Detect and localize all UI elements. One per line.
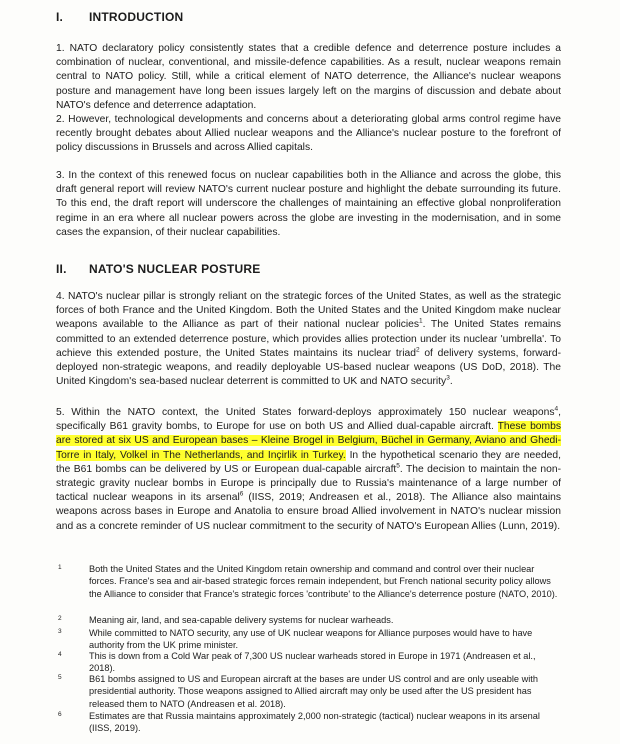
footnote-1 xyxy=(58,563,561,600)
paragraph-4-text-a: 4. NATO's nuclear pillar is strongly reliant on the strategic forces of the United States, as well as the strategic forces of both France and the United Kingdom. Both the United States and the United Kingdom make nuclear weapons available to the Alliance as part of their national nuclear policies xyxy=(56,291,561,331)
paragraph-5-text-d: . The decision to maintain the non-strategic gravity nuclear bombs in Europe is principally due to Russia's maintenance of a large number of tactical nuclear weapons in its arsenal xyxy=(56,463,561,504)
paragraph-3: 3. In the context of this renewed focus on nuclear capabilities both in the Alliance and across the globe, this draft general report will review NATO's current nuclear posture and highlight the debate surrounding its future. To this end, the draft report will underscore the challenges of maintaining an effective global nonproliferation regime in an era where all nuclear powers across the globe are investing in the modernisation, and in some cases the expansion, of their nuclear capabilities. xyxy=(56,170,561,238)
footnote-ref-5[interactable]: 5 xyxy=(396,462,400,470)
footnote-2 xyxy=(58,614,561,626)
footnote-5 xyxy=(58,673,561,710)
footnote-mark: 4 xyxy=(58,651,62,658)
section-title: INTRODUCTION xyxy=(89,10,184,24)
paragraph-4-text-c: of delivery systems, forward-deployed non-strategic weapons, and readily deployable US-based nuclear weapons (US DoD, 2018). The United Kingdom's sea-based nuclear deterrent is committed to UK and NATO security xyxy=(56,347,561,388)
footnote-ref-3[interactable]: 3 xyxy=(446,374,450,382)
paragraph-4-text-d: . xyxy=(449,376,453,388)
section-heading-nuclear-posture xyxy=(56,262,261,276)
section-number: II. xyxy=(56,262,67,276)
paragraph-2: 2. However, technological developments and concerns about a deteriorating global arms control regime have recently brought debates about Allied nuclear weapons and the Alliance's nuclear posture to the forefront of policy discussions in Brussels and across Allied capitals. xyxy=(56,114,561,154)
footnote-mark: 5 xyxy=(58,674,62,681)
footnote-text: B61 bombs assigned to US and European aircraft at the bases are under US control and are only useable with presidential authority. Those weapons assigned to Allied aircraft may only be used after the US president has released them to NATO (Andreasen et al. 2018). xyxy=(89,674,538,709)
footnote-ref-1[interactable]: 1 xyxy=(419,317,423,325)
paragraph-4-text-b: . The United States remains committed to an extended deterrence posture, which provides allies protection under its nuclear 'umbrella'. To achieve this extended posture, the United States maintains its nuclear triad xyxy=(56,319,561,359)
footnote-3 xyxy=(58,627,561,652)
footnote-6 xyxy=(58,710,561,735)
footnote-ref-4[interactable]: 4 xyxy=(554,405,559,413)
paragraph-5-text-c: In the hypothetical scenario they are needed, the B61 bombs can be delivered by US or European dual-capable aircraft xyxy=(56,449,561,475)
footnote-4 xyxy=(58,650,561,675)
footnote-mark: 2 xyxy=(58,615,62,622)
footnote-mark: 1 xyxy=(58,564,62,571)
paragraph-4 xyxy=(56,290,561,389)
paragraph-5-text-a: 5. Within the NATO context, the United States forward-deploys approximately 150 nuclear weapons xyxy=(56,407,555,418)
paragraph-1: 1. NATO declaratory policy consistently states that a credible defence and deterrence posture includes a combination of nuclear, conventional, and missile-defence capabilities. As a result, nuclear weapons remain central to NATO policy. Still, while a critical element of NATO deterrence, the Alliance's nuclear weapons posture and management have long been issues largely left on the margins of discussion and debate about NATO's defence and deterrence adaptation. xyxy=(56,43,561,111)
footnote-ref-6[interactable]: 6 xyxy=(239,490,244,498)
paragraph-5-text-b: , specifically B61 gravity bombs, to Europe for use on both US and Allied dual-capable aircraft. xyxy=(56,407,561,433)
footnote-text: This is down from a Cold War peak of 7,300 US nuclear warheads stored in Europe in 1971 (Andreasen et al., 2018). xyxy=(89,651,536,674)
footnote-mark: 3 xyxy=(58,628,62,635)
paragraph-5 xyxy=(56,406,561,534)
section-heading-introduction xyxy=(56,10,183,24)
footnote-text: Meaning air, land, and sea-capable delivery systems for nuclear warheads. xyxy=(89,615,394,625)
footnote-text: Both the United States and the United Kingdom retain ownership and command and control over their nuclear forces. France's sea and air-based strategic forces remain independent, but French national security policy allows the Alliance to consider that France's strategic forces 'contribute' to the Alliance's deterrence posture (NATO, 2010). xyxy=(89,564,558,599)
footnote-ref-2[interactable]: 2 xyxy=(415,346,420,354)
section-title: NATO'S NUCLEAR POSTURE xyxy=(89,262,261,276)
highlighted-text: These bombs are stored at six US and European bases – Kleine Brogel in Belgium, Büchel in Germany, Aviano and Ghedi-Torre in Italy, Volkel in The Netherlands, and Inçirlik in Turkey. xyxy=(56,421,561,461)
footnote-text: Estimates are that Russia maintains approximately 2,000 non-strategic (tactical) nuclear weapons in its arsenal (IISS, 2019). xyxy=(89,711,540,734)
paragraph-5-text-e: (IISS, 2019; Andreasen et al., 2018). The Alliance also maintains weapons across bases in Europe and Anatolia to ensure broad Allied involvement in NATO's nuclear mission and as a concrete reminder of US nuclear commitment to the security of NATO's European Allies (Lunn, 2019). xyxy=(56,492,561,532)
footnote-text: While committed to NATO security, any use of UK nuclear weapons for Alliance purposes would have to have authority from the UK prime minister. xyxy=(89,628,533,651)
footnote-mark: 6 xyxy=(58,711,62,718)
section-number: I. xyxy=(56,10,64,24)
